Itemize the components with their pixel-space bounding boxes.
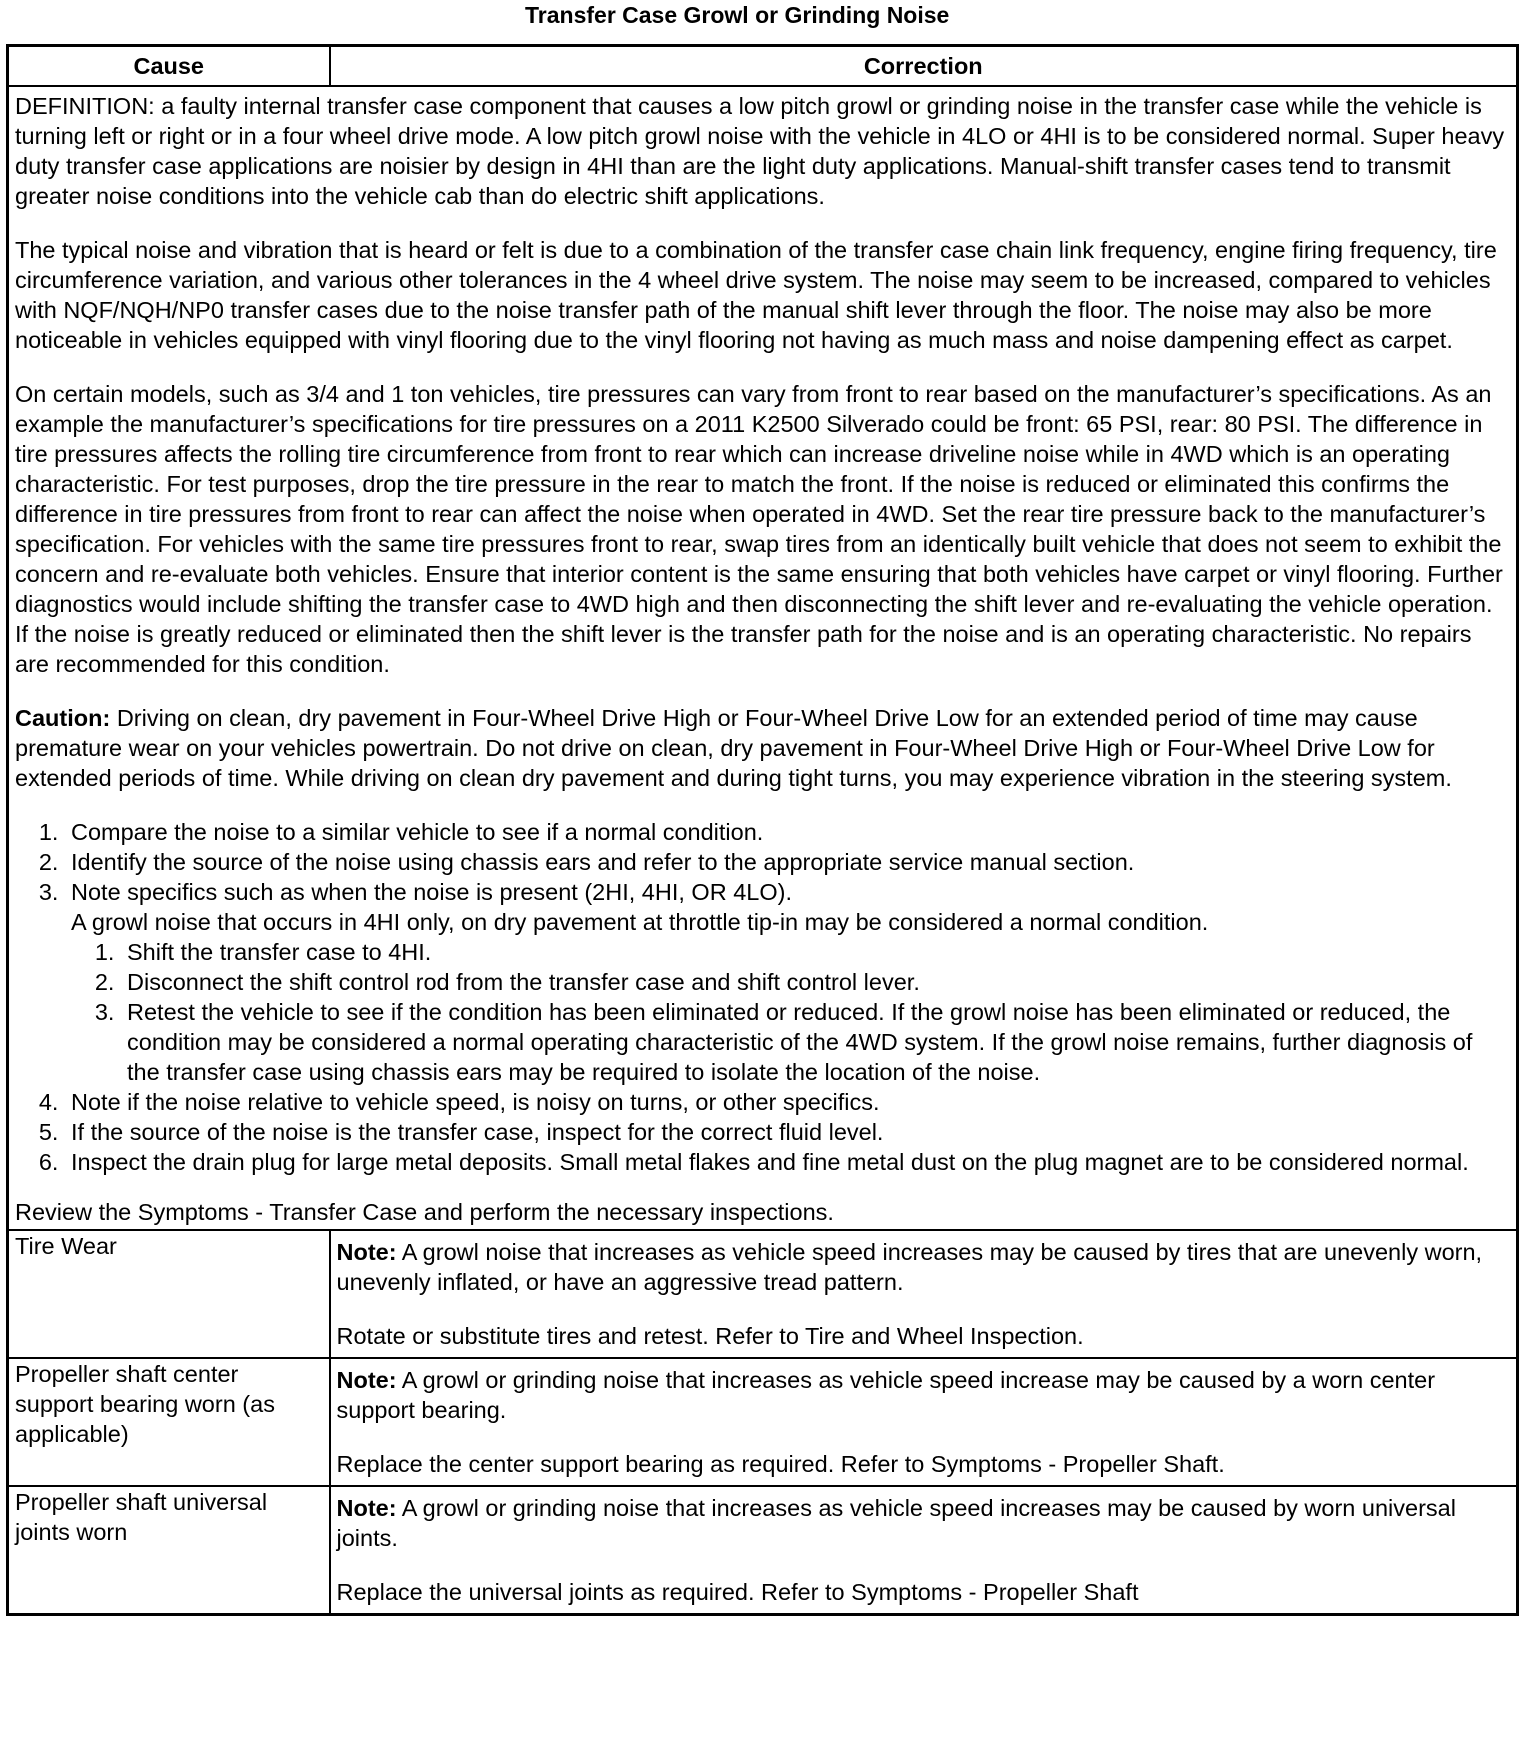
step-item: 2. Identify the source of the noise using chassis ears and refer to the appropriate service manual section.	[65, 847, 1510, 877]
correction-cell	[330, 1486, 1518, 1614]
table-row	[8, 1358, 1518, 1486]
step-text: Note specifics such as when the noise is present (2HI, 4HI, OR 4LO).	[71, 879, 792, 905]
table-header-row	[8, 46, 1518, 87]
page-title: Transfer Case Growl or Grinding Noise	[525, 2, 950, 28]
correction-column-header: Correction	[330, 46, 1518, 87]
tire-pressure-paragraph: On certain models, such as 3/4 and 1 ton vehicles, tire pressures can vary from front to rear based on the manufacturer’s specifications. As an example the manufacturer’s specifications for tire pressures on a 2011 K2500 Silverado could be front: 65 PSI, rear: 80 PSI. The difference in tire pressures affects the rolling tire circumference from front to rear which can increase driveline noise while in 4WD which is an operating characteristic. For test purposes, drop the tire pressure in the rear to match the front. If the noise is reduced or eliminated this confirms the difference in tire pressures from front to rear can affect the noise when operated in 4WD. Set the rear tire pressure back to the manufacturer’s specification. For vehicles with the same tire pressures front to rear, swap tires from an identically built vehicle that does not seem to exhibit the concern and re-evaluate both vehicles. Ensure that interior content is the same ensuring that both vehicles have carpet or vinyl flooring. Further diagnostics would include shifting the transfer case to 4WD high and then disconnecting the shift lever and re-evaluating the vehicle operation. If the noise is greatly reduced or eliminated then the shift lever is the transfer path for the noise and is an operating characteristic. No repairs are recommended for this condition.	[15, 381, 1503, 677]
note-label: Note:	[336, 1239, 397, 1265]
note-text: Note: A growl noise that increases as vehicle speed increases may be caused by tires that are unevenly worn, unevenly inflated, or have an aggressive tread pattern.	[336, 1239, 1483, 1295]
correction-cell	[330, 1230, 1518, 1358]
correction-cell	[330, 1358, 1518, 1486]
diagnostic-steps-list	[15, 817, 1510, 1177]
cause-cell: Tire Wear	[8, 1230, 330, 1358]
sub-step-item: 2. Disconnect the shift control rod from the transfer case and shift control lever.	[121, 967, 1510, 997]
note-text: Note: A growl or grinding noise that increases as vehicle speed increases may be caused by worn universal joints.	[336, 1495, 1456, 1551]
step-item: 6. Inspect the drain plug for large metal deposits. Small metal flakes and fine metal dust on the plug magnet are to be considered normal.	[65, 1147, 1510, 1177]
step-note: A growl noise that occurs in 4HI only, on dry pavement at throttle tip-in may be considered a normal condition.	[71, 909, 1209, 935]
note-label: Note:	[336, 1495, 397, 1521]
step-item: 5. If the source of the noise is the transfer case, inspect for the correct fluid level.	[65, 1117, 1510, 1147]
step-item: 4. Note if the noise relative to vehicle speed, is noisy on turns, or other specifics.	[65, 1087, 1510, 1117]
caution-label: Caution:	[15, 705, 111, 731]
sub-steps-list	[71, 937, 1510, 1087]
noise-explanation-paragraph: The typical noise and vibration that is heard or felt is due to a combination of the transfer case chain link frequency, engine firing frequency, tire circumference variation, and various other tolerances in the 4 wheel drive system. The noise may seem to be increased, compared to vehicles with NQF/NQH/NP0 transfer cases due to the noise transfer path of the manual shift lever through the floor. The noise may also be more noticeable in vehicles equipped with vinyl flooring due to the vinyl flooring not having as much mass and noise dampening effect as carpet.	[15, 237, 1497, 353]
definition-paragraph: DEFINITION: a faulty internal transfer case component that causes a low pitch growl or grinding noise in the transfer case while the vehicle is turning left or right or in a four wheel drive mode. A low pitch growl noise with the vehicle in 4LO or 4HI is to be considered normal. Super heavy duty transfer case applications are noisier by design in 4HI than are the light duty applications. Manual-shift transfer cases tend to transmit greater noise conditions into the vehicle cab than do electric shift applications.	[15, 93, 1505, 209]
note-text: Note: A growl or grinding noise that increases as vehicle speed increase may be caused by a worn center support bearing.	[336, 1367, 1436, 1423]
definition-row	[8, 86, 1518, 1230]
table-row	[8, 1486, 1518, 1614]
action-text: Replace the universal joints as required. Refer to Symptoms - Propeller Shaft	[336, 1579, 1139, 1605]
action-text: Rotate or substitute tires and retest. Refer to Tire and Wheel Inspection.	[336, 1323, 1084, 1349]
action-text: Replace the center support bearing as required. Refer to Symptoms - Propeller Shaft.	[336, 1451, 1225, 1477]
caution-text: Driving on clean, dry pavement in Four-Wheel Drive High or Four-Wheel Drive Low for an extended period of time may cause premature wear on your vehicles powertrain. Do not drive on clean, dry pavement in Four-Wheel Drive High or Four-Wheel Drive Low for extended periods of time. While driving on clean dry pavement and during tight turns, you may experience vibration in the steering system.	[15, 705, 1452, 791]
definition-cell	[8, 86, 1518, 1230]
note-label: Note:	[336, 1367, 397, 1393]
cause-cell: Propeller shaft universal joints worn	[8, 1486, 330, 1614]
step-item: 1. Compare the noise to a similar vehicle to see if a normal condition.	[65, 817, 1510, 847]
sub-step-item: 3. Retest the vehicle to see if the condition has been eliminated or reduced. If the growl noise has been eliminated or reduced, the condition may be considered a normal operating characteristic of the 4WD system. If the growl noise remains, further diagnosis of the transfer case using chassis ears may be required to isolate the location of the noise.	[121, 997, 1510, 1087]
sub-step-item: 1. Shift the transfer case to 4HI.	[121, 937, 1510, 967]
diagnostic-table	[6, 44, 1519, 1616]
cause-column-header: Cause	[8, 46, 330, 87]
review-text: Review the Symptoms - Transfer Case and perform the necessary inspections.	[15, 1199, 834, 1225]
caution-paragraph	[15, 703, 1510, 793]
step-item	[65, 877, 1510, 1087]
table-row	[8, 1230, 1518, 1358]
cause-cell: Propeller shaft center support bearing worn (as applicable)	[8, 1358, 330, 1486]
